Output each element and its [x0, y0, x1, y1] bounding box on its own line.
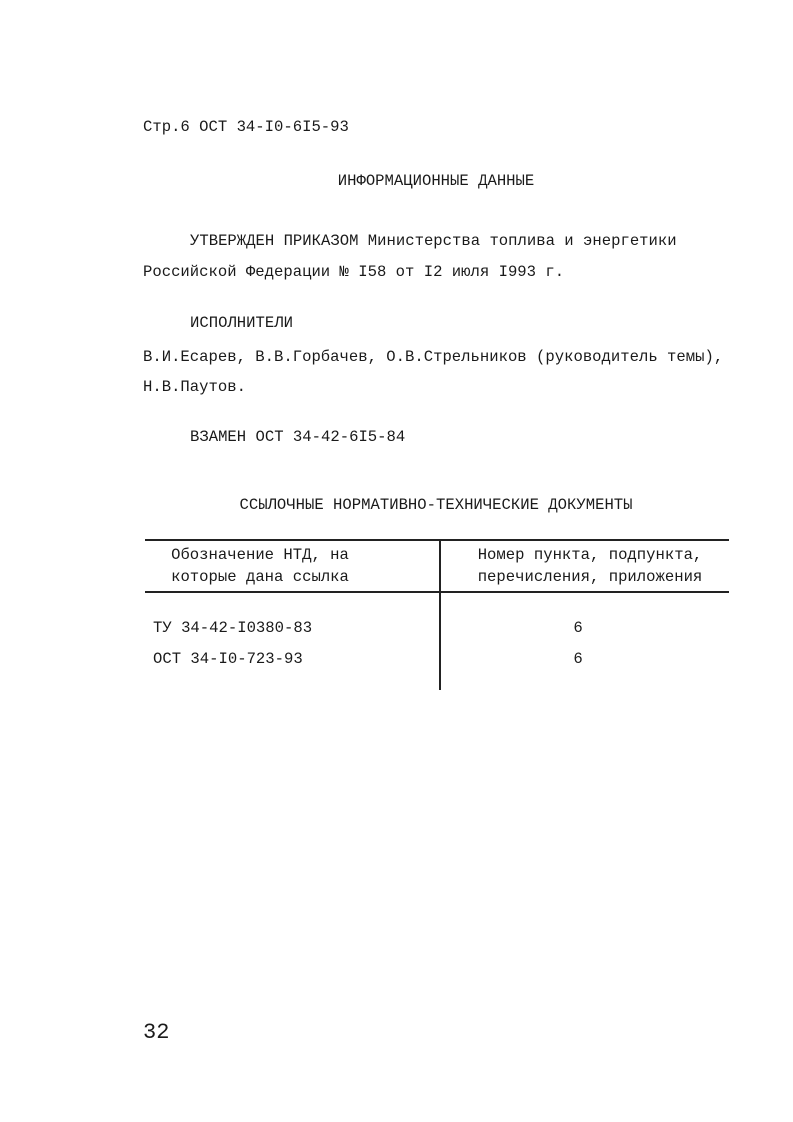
- executors-line-1: В.И.Есарев, В.В.Горбачев, О.В.Стрельников (руководитель темы),: [143, 348, 724, 366]
- table-column-divider: [439, 540, 441, 690]
- table-row-2-doc: ОСТ 34-I0-723-93: [153, 650, 303, 668]
- approval-line-1: УТВЕРЖДЕН ПРИКАЗОМ Министерства топлива и энергетики: [190, 232, 677, 250]
- executors-label: ИСПОЛНИТЕЛИ: [190, 314, 293, 332]
- approval-line-2: Российской Федерации № I58 от I2 июля I993 г.: [143, 263, 565, 281]
- replaces-note: ВЗАМЕН ОСТ 34-42-6I5-84: [190, 428, 406, 446]
- table-row-1-item: 6: [573, 619, 583, 637]
- page-number: 32: [143, 1020, 170, 1045]
- header-col1-line2: которые дана ссылка: [171, 568, 349, 586]
- table-header-rule: [145, 591, 729, 593]
- header-col2-line1: Номер пункта, подпункта,: [477, 546, 703, 564]
- table-row-1-doc: ТУ 34-42-I0380-83: [153, 619, 313, 637]
- header-col1-line1: Обозначение НТД, на: [171, 546, 349, 564]
- executors-line-2: Н.В.Паутов.: [143, 378, 246, 396]
- section-title: ИНФОРМАЦИОННЫЕ ДАННЫЕ: [337, 172, 535, 190]
- header-col2-line2: перечисления, приложения: [477, 568, 703, 586]
- table-row-2-item: 6: [573, 650, 583, 668]
- table-title: ССЫЛОЧНЫЕ НОРМАТИВНО-ТЕХНИЧЕСКИЕ ДОКУМЕНТЫ: [239, 496, 633, 514]
- page-header: Стр.6 ОСТ 34-I0-6I5-93: [143, 118, 349, 136]
- table-top-rule: [145, 539, 729, 541]
